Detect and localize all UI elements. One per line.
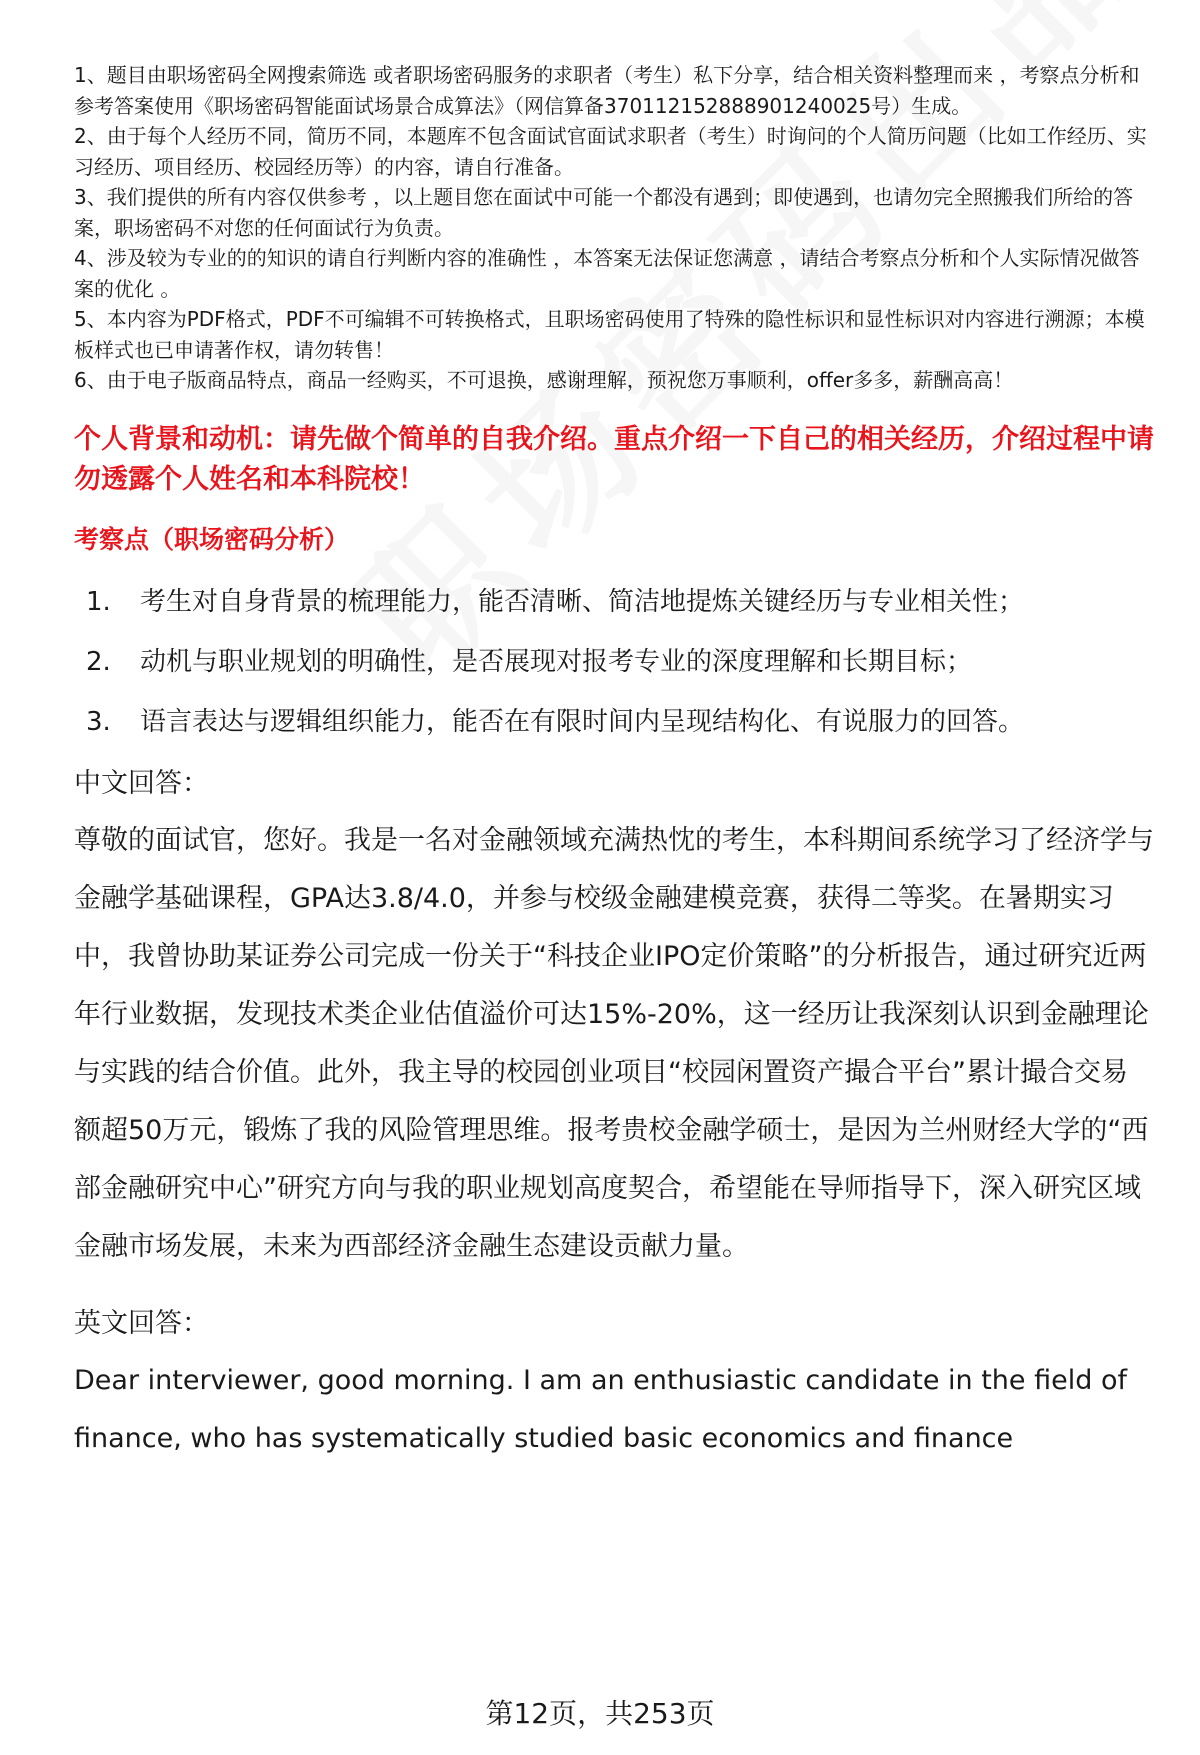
notice-item: 3、我们提供的所有内容仅供参考 ，以上题目您在面试中可能一个都没有遇到；即使遇到，也请勿完全照搬我们所给的答案，职场密码不对您的任何面试行为负责。 <box>74 185 1134 240</box>
point-text: 考生对自身背景的梳理能力，能否清晰、简洁地提炼关键经历与专业相关性； <box>140 586 1025 617</box>
page-content <box>74 60 1154 1468</box>
notice-item: 5、本内容为PDF格式，PDF不可编辑不可转换格式，且职场密码使用了特殊的隐性标识和显性标识对内容进行溯源；本模板样式也已申请著作权，请勿转售！ <box>74 307 1145 362</box>
point-number: 1. <box>86 586 111 617</box>
point-text: 语言表达与逻辑组织能力，能否在有限时间内呈现结构化、有说服力的回答。 <box>140 706 1025 737</box>
analysis-point <box>74 644 1154 680</box>
analysis-point <box>74 584 1154 620</box>
question-heading: 个人背景和动机：请先做个简单的自我介绍。重点介绍一下自己的相关经历，介绍过程中请勿透露个人姓名和本科院校！ <box>74 423 1154 495</box>
chinese-answer-text: 尊敬的面试官，您好。我是一名对金融领域充满热忱的考生，本科期间系统学习了经济学与金融学基础课程，GPA达3.8/4.0，并参与校级金融建模竞赛，获得二等奖。在暑期实习中，我曾协助某证券公司完成一份关于“科技企业IPO定价策略”的分析报告，通过研究近两年行业数据，发现技术类企业估值溢价可达15%-20%，这一经历让我深刻认识到金融理论与实践的结合价值。此外，我主导的校园创业项目“校园闲置资产撮合平台”累计撮合交易额超50万元，锻炼了我的风险管理思维。报考贵校金融学硕士，是因为兰州财经大学的“西部金融研究中心”研究方向与我的职业规划高度契合，希望能在导师指导下，深入研究区域金融市场发展，未来为西部经济金融生态建设贡献力量。 <box>74 824 1154 1262</box>
english-answer-label: 英文回答： <box>74 1307 209 1339</box>
point-number: 3. <box>86 706 111 737</box>
point-text: 动机与职业规划的明确性，是否展现对报考专业的深度理解和长期目标； <box>140 646 973 677</box>
english-answer-text: Dear interviewer, good morning. I am an enthusiastic candidate in the field of finance, who has systematically studied basic economics and finance <box>74 1364 1127 1454</box>
analysis-title: 考察点（职场密码分析） <box>74 524 350 554</box>
notice-item: 4、涉及较为专业的的知识的请自行判断内容的准确性 ，本答案无法保证您满意 ，请结合考察点分析和个人实际情况做答案的优化 。 <box>74 246 1140 301</box>
notice-item: 2、由于每个人经历不同，简历不同，本题库不包含面试官面试求职者（考生）时询问的个人简历问题（比如工作经历、实习经历、项目经历、校园经历等）的内容，请自行准备。 <box>74 124 1147 179</box>
analysis-points <box>74 584 1154 740</box>
analysis-point <box>74 704 1154 740</box>
chinese-answer-label: 中文回答： <box>74 767 209 799</box>
notice-item: 6、由于电子版商品特点，商品一经购买，不可退换，感谢理解，预祝您万事顺利，offer多多，薪酬高高！ <box>74 368 1014 392</box>
page-number: 第12页，共253页 <box>485 1697 715 1730</box>
point-number: 2. <box>86 646 111 677</box>
notice-list <box>74 60 1154 396</box>
notice-item: 1、题目由职场密码全网搜索筛选 或者职场密码服务的求职者（考生）私下分享，结合相关资料整理而来 ，考察点分析和参考答案使用《职场密码智能面试场景合成算法》（网信算备370112152888901240025号）生成。 <box>74 63 1140 118</box>
